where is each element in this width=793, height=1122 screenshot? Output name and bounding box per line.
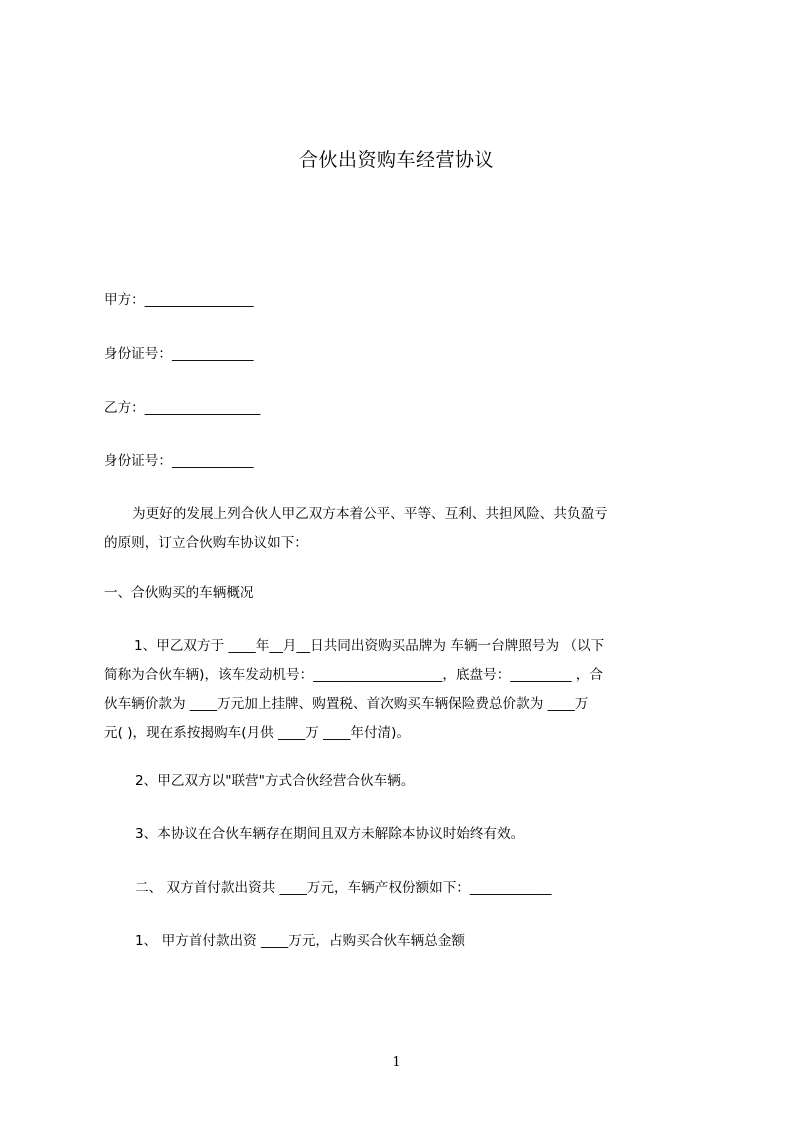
clause-1-line: 1、甲乙双方于 ____年__月__日共同出资购买品牌为 车辆一台牌照号为 （以下 [134,638,605,654]
party-b-field: 乙方：_________________ [104,400,261,416]
section-1-heading: 一、合伙购买的车辆概况 [104,585,254,601]
clause-2: 2、甲乙双方以"联营"方式合伙经营合伙车辆。 [135,773,415,789]
document-title: 合伙出资购车经营协议 [298,149,494,171]
clause-1-line: 简称为合伙车辆)，该车发动机号：___________________，底盘号：_________ ，合 [104,667,603,683]
party-a-id-field: 身份证号：____________ [104,346,254,362]
intro-paragraph [104,500,704,558]
section-2-item-1: 1、 甲方首付款出资 ____万元，占购买合伙车辆总金额 [135,933,465,949]
party-b-id-field: 身份证号：____________ [104,453,254,469]
party-a-field: 甲方：________________ [104,292,254,308]
clause-1-line: 元( )，现在系按揭购车(月供 ____万 ____年付清)。 [104,725,411,741]
clause-3: 3、本协议在合伙车辆存在期间且双方未解除本协议时始终有效。 [135,826,525,842]
intro-line: 为更好的发展上列合伙人甲乙双方本着公平、平等、互利、共担风险、共负盈亏 [132,506,608,522]
clause-1-paragraph [104,632,704,748]
section-2-heading: 二、 双方首付款出资共 ____万元，车辆产权份额如下：____________ [135,880,552,896]
intro-line: 的原则，订立合伙购车协议如下： [104,535,308,551]
clause-1-line: 伙车辆价款为 ____万元加上挂牌、购置税、首次购买车辆保险费总价款为 ____万 [104,696,589,712]
page-number: 1 [392,1055,401,1070]
